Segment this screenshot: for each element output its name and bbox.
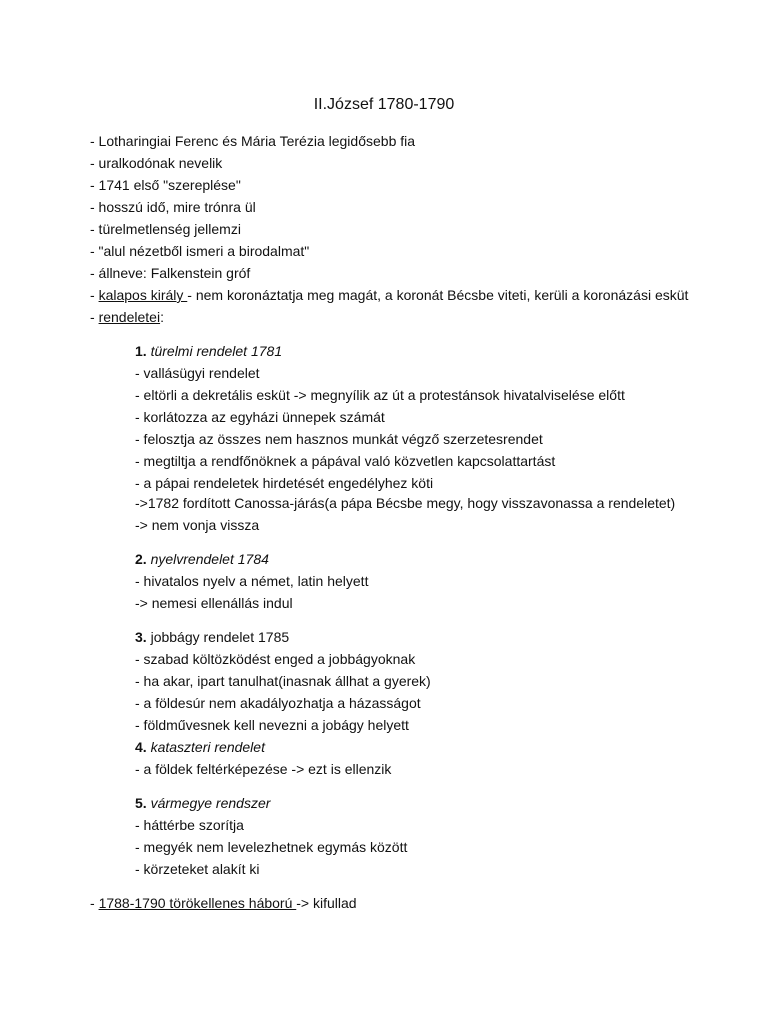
- section-line: - szabad költözködést enged a jobbágyoknak: [135, 651, 416, 667]
- intro-line: - hosszú idő, mire trónra ül: [90, 199, 256, 215]
- intro-line: - állneve: Falkenstein gróf: [90, 265, 251, 281]
- intro-line: - Lotharingiai Ferenc és Mária Terézia legidősebb fia: [90, 133, 416, 149]
- rendeletei-suffix: :: [160, 309, 164, 325]
- section-line: -> nemesi ellenállás indul: [135, 595, 293, 611]
- war-line: [90, 894, 357, 912]
- kalapos-line: [90, 286, 688, 304]
- section-line: - a pápai rendeletek hirdetését engedélyhez köti: [135, 475, 434, 491]
- section-heading: [135, 738, 265, 756]
- rendeletei-prefix: -: [90, 309, 99, 325]
- section-heading: [135, 342, 282, 360]
- section-line: - háttérbe szorítja: [135, 817, 244, 833]
- section-line: - vallásügyi rendelet: [135, 365, 260, 381]
- section-line: - körzeteket alakít ki: [135, 861, 260, 877]
- war-rest: -> kifullad: [296, 895, 357, 911]
- section-title: nyelvrendelet 1784: [146, 551, 269, 567]
- section-heading: [135, 794, 270, 812]
- section-line: -> nem vonja vissza: [135, 517, 260, 533]
- section-heading: [135, 628, 289, 646]
- section-title: jobbágy rendelet 1785: [146, 629, 290, 645]
- section-number: 5.: [135, 795, 147, 811]
- section-line: - megtiltja a rendfőnöknek a pápával való közvetlen kapcsolattartást: [135, 453, 556, 469]
- intro-line: - uralkodónak nevelik: [90, 155, 223, 171]
- section-number: 2.: [135, 551, 147, 567]
- section-line: - hivatalos nyelv a német, latin helyett: [135, 573, 369, 589]
- section-line: ->1782 fordított Canossa-járás(a pápa Bécsbe megy, hogy visszavonassa a rendeletet): [135, 495, 676, 511]
- section-number: 3.: [135, 629, 147, 645]
- intro-line: - 1741 első "szereplése": [90, 177, 241, 193]
- rendeletei-line: [90, 308, 164, 326]
- section-title: türelmi rendelet 1781: [146, 343, 283, 359]
- section-line: - eltörli a dekretális esküt -> megnyílik az út a protestánsok hivatalviselése előtt: [135, 387, 625, 403]
- section-title: vármegye rendszer: [146, 795, 271, 811]
- intro-line: - türelmetlenség jellemzi: [90, 221, 241, 237]
- section-line: - ha akar, ipart tanulhat(inasnak állhat a gyerek): [135, 673, 431, 689]
- section-line: - megyék nem levelezhetnek egymás között: [135, 839, 408, 855]
- section-line: - felosztja az összes nem hasznos munkát végző szerzetesrendet: [135, 431, 543, 447]
- kalapos-prefix: -: [90, 287, 99, 303]
- section-heading: [135, 550, 269, 568]
- document-title: II.József 1780-1790: [313, 96, 455, 113]
- section-number: 1.: [135, 343, 147, 359]
- section-line: - földművesnek kell nevezni a jobágy helyett: [135, 717, 409, 733]
- rendeletei-term: rendeletei: [98, 309, 161, 325]
- section-line: - a földesúr nem akadályozhatja a házasságot: [135, 695, 421, 711]
- section-title: kataszteri rendelet: [146, 739, 265, 755]
- section-line: - korlátozza az egyházi ünnepek számát: [135, 409, 385, 425]
- intro-line: - "alul nézetből ismeri a birodalmat": [90, 243, 310, 259]
- section-line: - a földek feltérképezése -> ezt is ellenzik: [135, 761, 392, 777]
- war-prefix: -: [90, 895, 99, 911]
- kalapos-rest: - nem koronáztatja meg magát, a koronát Bécsbe viteti, kerüli a koronázási esküt: [187, 287, 689, 303]
- section-number: 4.: [135, 739, 147, 755]
- war-term: 1788-1790 törökellenes háború: [98, 895, 297, 911]
- kalapos-term: kalapos király: [98, 287, 188, 303]
